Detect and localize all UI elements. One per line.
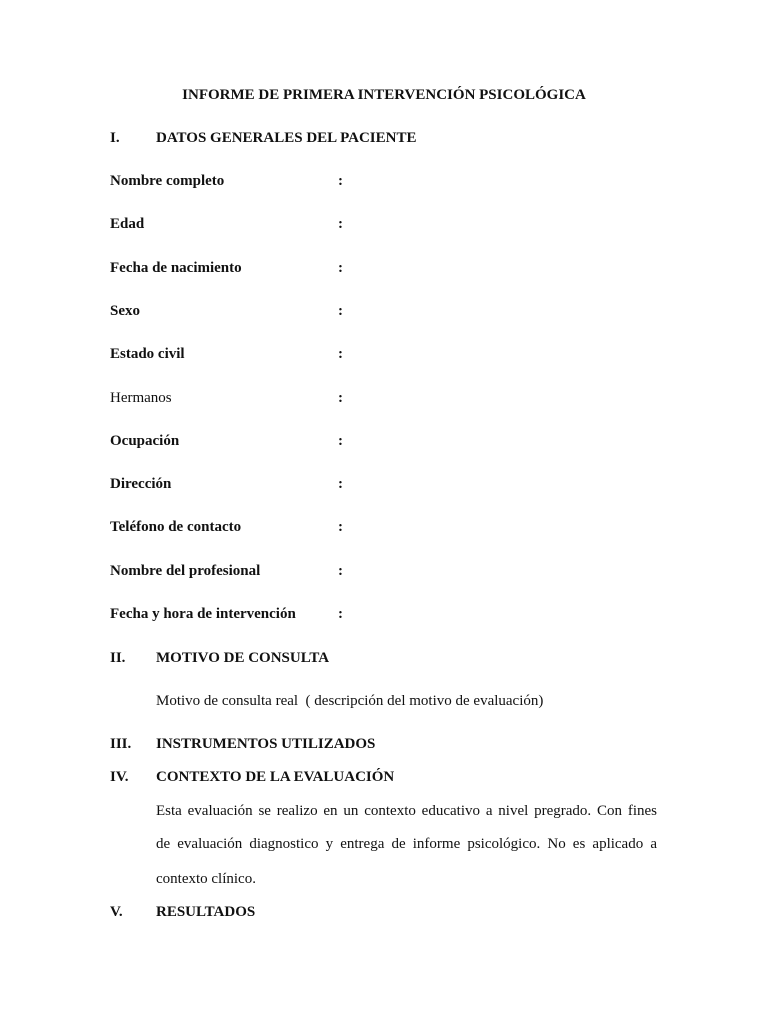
- field-separator: :: [338, 260, 343, 276]
- field-label-ocupacion: Ocupación: [110, 433, 180, 449]
- section-4-numeral: IV.: [110, 769, 129, 785]
- section-1-numeral: I.: [110, 130, 120, 146]
- field-separator: :: [338, 216, 343, 232]
- section-2-heading: MOTIVO DE CONSULTA: [156, 650, 330, 666]
- field-separator: :: [338, 563, 343, 579]
- field-separator: :: [338, 606, 343, 622]
- section-5-numeral: V.: [110, 904, 123, 920]
- section-3-numeral: III.: [110, 736, 132, 752]
- field-label-fecha-nacimiento: Fecha de nacimiento: [110, 260, 242, 276]
- section-4-paragraph-line: Esta evaluación se realizo en un contexto educativo a nivel pregrado. Con fines: [156, 803, 657, 819]
- field-label-fecha-hora: Fecha y hora de intervención: [110, 606, 296, 622]
- field-label-estado-civil: Estado civil: [110, 346, 185, 362]
- section-4-heading: CONTEXTO DE LA EVALUACIÓN: [156, 769, 395, 785]
- field-label-hermanos: Hermanos: [110, 390, 172, 406]
- field-label-nombre-completo: Nombre completo: [110, 173, 225, 189]
- field-label-edad: Edad: [110, 216, 145, 232]
- section-4-paragraph-line: de evaluación diagnostico y entrega de informe psicológico. No es aplicado a: [156, 836, 657, 852]
- field-separator: :: [338, 519, 343, 535]
- field-separator: :: [338, 346, 343, 362]
- field-separator: :: [338, 433, 343, 449]
- section-3-heading: INSTRUMENTOS UTILIZADOS: [156, 736, 376, 752]
- document-title: INFORME DE PRIMERA INTERVENCIÓN PSICOLÓGICA: [182, 87, 586, 103]
- section-1-heading: DATOS GENERALES DEL PACIENTE: [156, 130, 417, 146]
- field-label-direccion: Dirección: [110, 476, 172, 492]
- section-5-heading: RESULTADOS: [156, 904, 256, 920]
- section-2-body: Motivo de consulta real ( descripción del motivo de evaluación): [156, 693, 544, 709]
- section-4-paragraph-line: contexto clínico.: [156, 871, 256, 887]
- section-2-numeral: II.: [110, 650, 126, 666]
- field-separator: :: [338, 303, 343, 319]
- field-label-nombre-profesional: Nombre del profesional: [110, 563, 261, 579]
- field-separator: :: [338, 173, 343, 189]
- field-label-sexo: Sexo: [110, 303, 140, 319]
- field-separator: :: [338, 476, 343, 492]
- field-separator: :: [338, 390, 343, 406]
- field-label-telefono: Teléfono de contacto: [110, 519, 242, 535]
